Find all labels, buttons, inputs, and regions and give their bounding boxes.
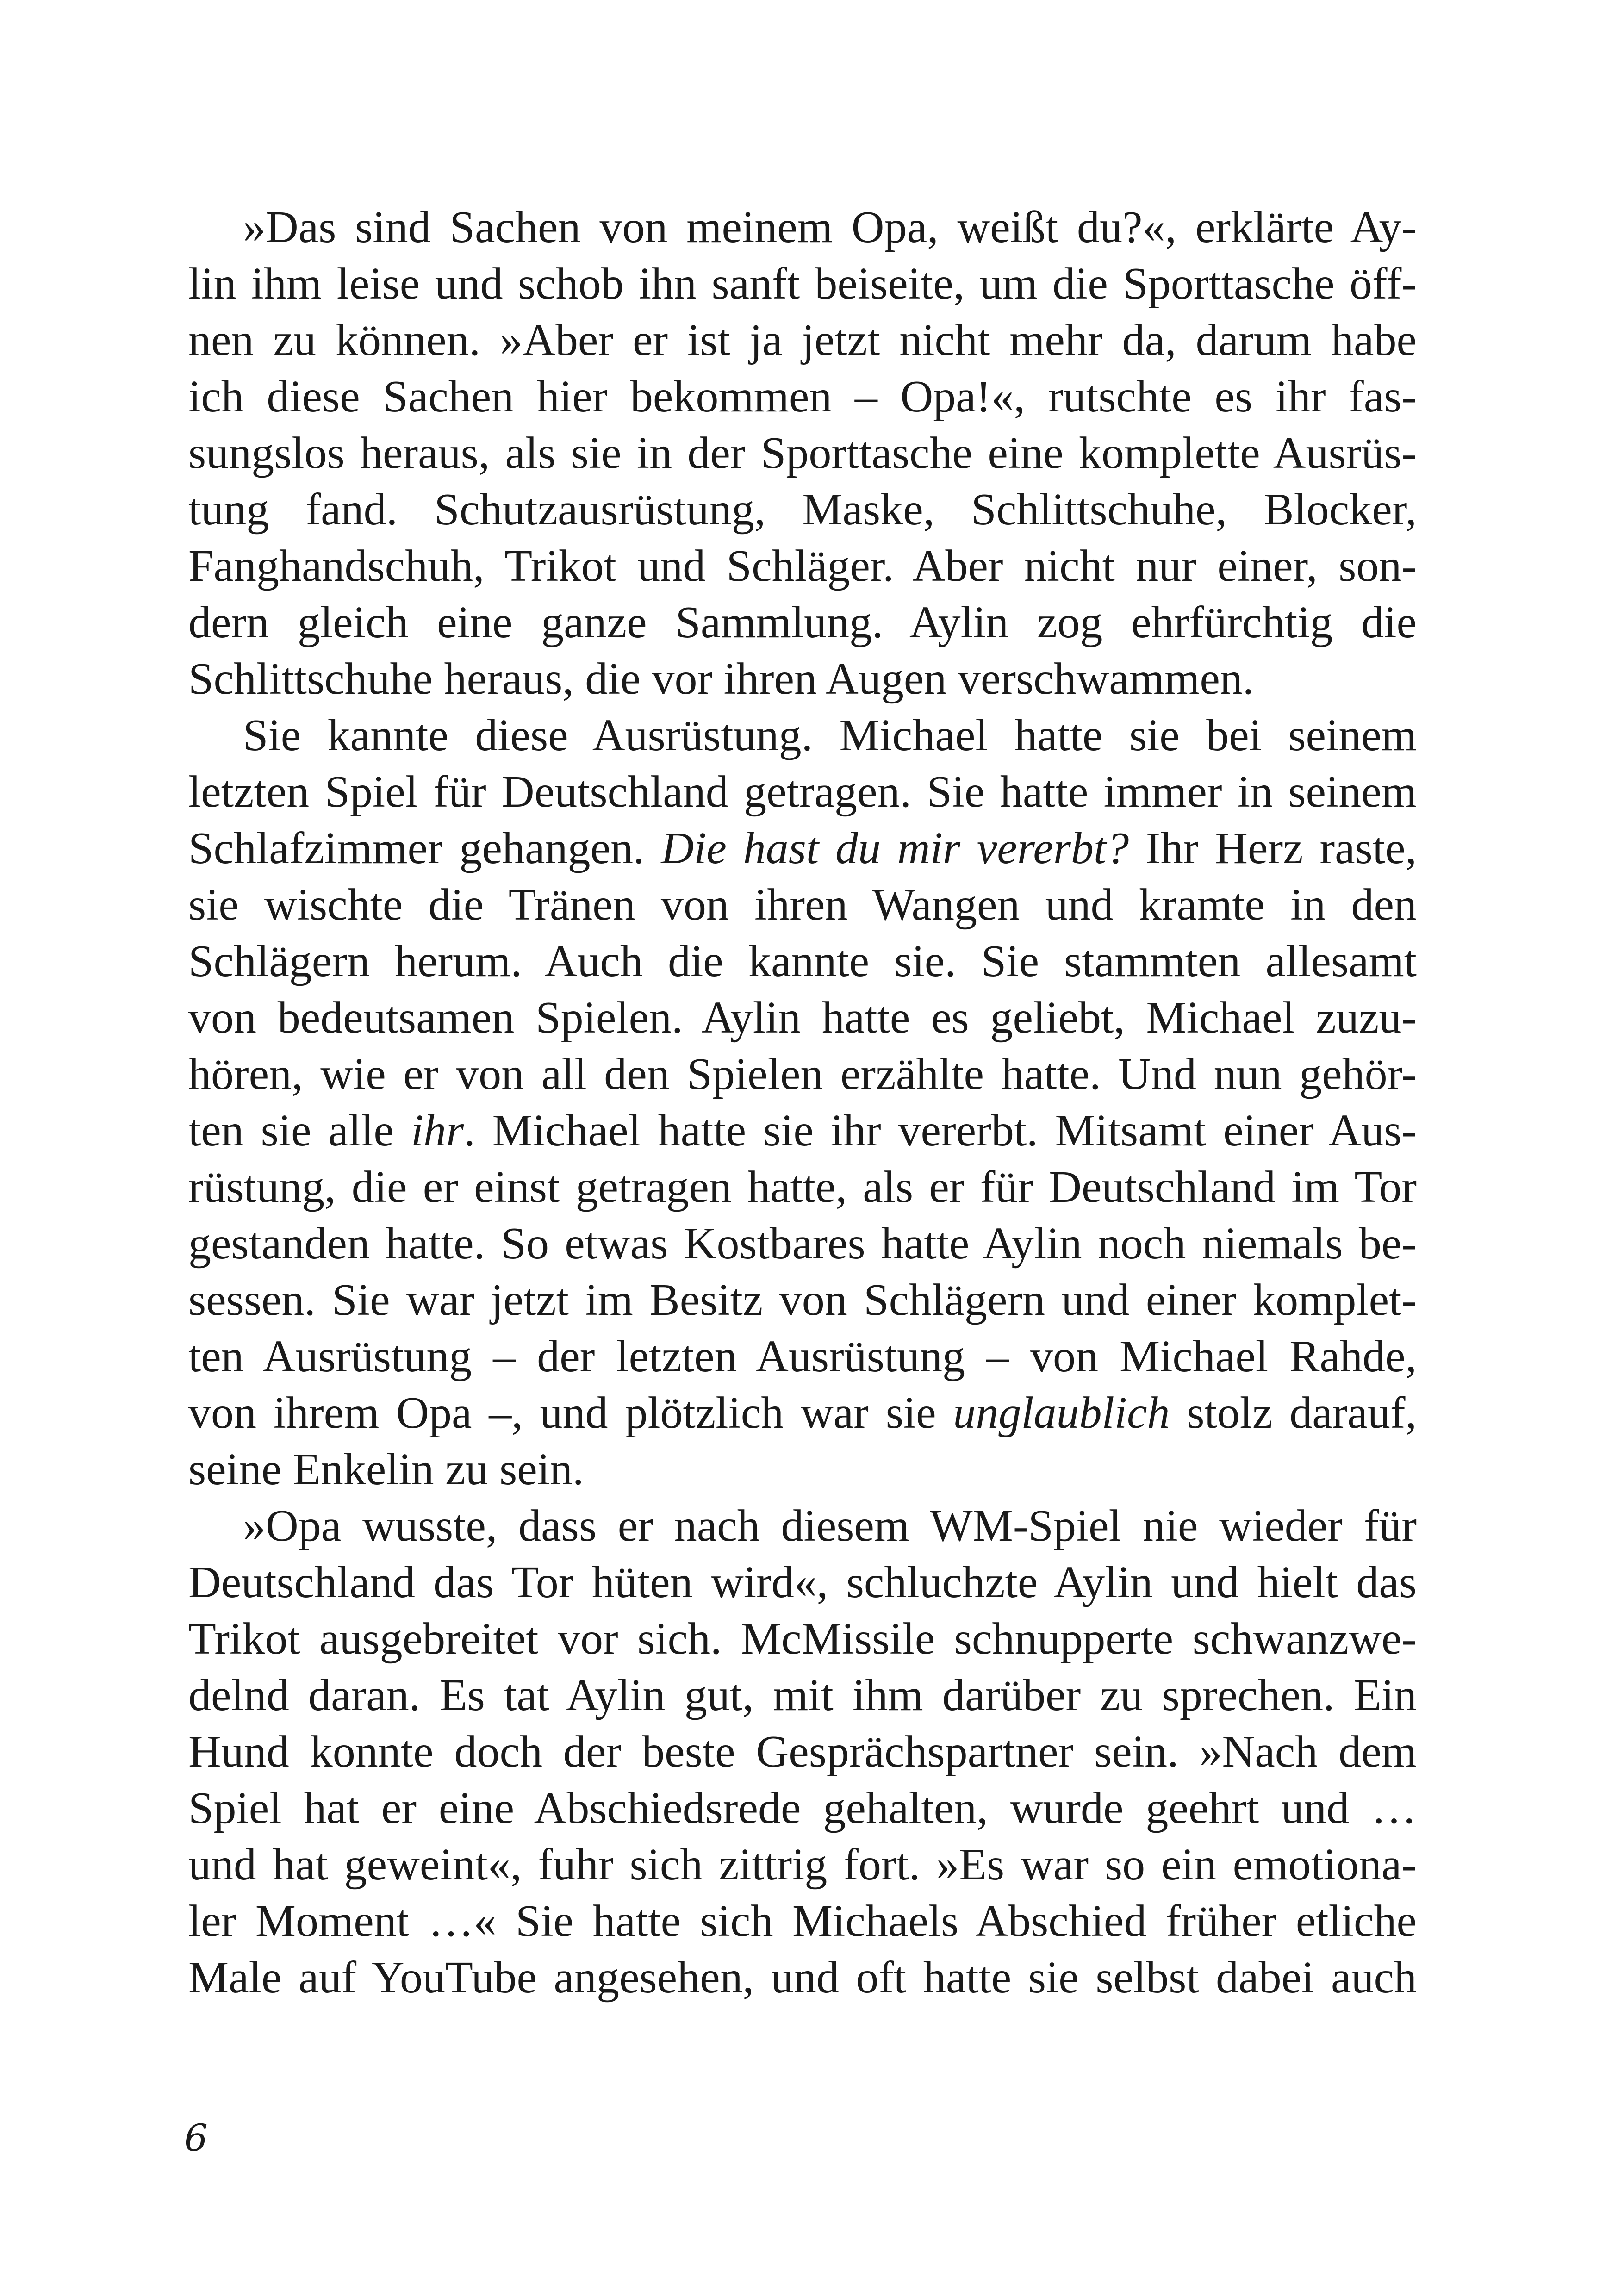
text-run: Schlägern herum. Auch die kannte sie. Sie stammten allesamt [188, 936, 1417, 986]
text-run: Hund konnte doch der beste Gesprächspartner sein. »Nach dem [188, 1727, 1417, 1777]
text-run: dern gleich eine ganze Sammlung. Aylin zog ehrfürchtig die [188, 597, 1417, 647]
text-line [188, 1328, 1417, 1385]
text-run: und hat geweint«, fuhr sich zittrig fort. »Es war so ein emotiona- [188, 1840, 1417, 1890]
paragraph [188, 199, 1417, 707]
text-line [188, 425, 1417, 481]
text-line [188, 1102, 1417, 1159]
text-line [188, 312, 1417, 368]
text-run: Male auf YouTube angesehen, und oft hatte sie selbst dabei auch [188, 1953, 1417, 2003]
text-run: Deutschland das Tor hüten wird«, schluchzte Aylin und hielt das [188, 1557, 1417, 1607]
text-line [188, 594, 1417, 651]
text-line [188, 1554, 1417, 1611]
text-run: Ihr Herz raste, [1129, 823, 1417, 873]
text-line [188, 255, 1417, 312]
text-line [188, 1385, 1417, 1441]
text-line [188, 1780, 1417, 1836]
text-run: lin ihm leise und schob ihn sanft beiseite, um die Sporttasche öff- [188, 259, 1417, 309]
text-run: Schlittschuhe heraus, die vor ihren Augen verschwammen. [188, 654, 1254, 704]
text-run: Sie kannte diese Ausrüstung. Michael hatte sie bei seinem [243, 710, 1417, 760]
text-line [188, 651, 1417, 707]
text-line [188, 538, 1417, 594]
text-run: delnd daran. Es tat Aylin gut, mit ihm darüber zu sprechen. Ein [188, 1670, 1417, 1720]
text-run: Schlafzimmer gehangen. [188, 823, 661, 873]
text-line [188, 989, 1417, 1046]
text-line [188, 1498, 1417, 1554]
text-run: ten Ausrüstung – der letzten Ausrüstung – von Michael Rahde, [188, 1332, 1417, 1381]
page-number: 6 [184, 2116, 208, 2159]
text-run: von bedeutsamen Spielen. Aylin hatte es geliebt, Michael zuzu- [188, 993, 1417, 1043]
text-line [188, 199, 1417, 255]
text-line [188, 368, 1417, 425]
paragraph [188, 707, 1417, 1498]
text-run: sungslos heraus, als sie in der Sporttasche eine komplette Ausrüs- [188, 428, 1417, 478]
text-run: ten sie alle [188, 1106, 411, 1156]
text-run: »Das sind Sachen von meinem Opa, weißt du?«, erklärte Ay- [243, 202, 1417, 252]
italic-text: unglaublich [953, 1388, 1170, 1438]
text-run: hören, wie er von all den Spielen erzählte hatte. Und nun gehör- [188, 1049, 1417, 1099]
text-run: Fanghandschuh, Trikot und Schläger. Aber nicht nur einer, son- [188, 541, 1417, 591]
text-run: rüstung, die er einst getragen hatte, als er für Deutschland im Tor [188, 1162, 1417, 1212]
paragraph [188, 1498, 1417, 2006]
text-run: seine Enkelin zu sein. [188, 1444, 584, 1494]
text-run: von ihrem Opa –, und plötzlich war sie [188, 1388, 953, 1438]
text-run: ich diese Sachen hier bekommen – Opa!«, rutschte es ihr fas- [188, 372, 1417, 422]
body-text [188, 199, 1417, 2006]
text-line [188, 1836, 1417, 1893]
text-line [188, 1215, 1417, 1272]
text-line [188, 933, 1417, 989]
text-run: gestanden hatte. So etwas Kostbares hatte Aylin noch niemals be- [188, 1219, 1417, 1269]
text-line [188, 1159, 1417, 1215]
text-run: Spiel hat er eine Abschiedsrede gehalten, wurde geehrt und … [188, 1783, 1417, 1833]
text-line [188, 1046, 1417, 1102]
text-line [188, 1667, 1417, 1724]
italic-text: ihr [411, 1106, 464, 1156]
text-run: stolz darauf, [1170, 1388, 1417, 1438]
text-line [188, 820, 1417, 877]
text-run: nen zu können. »Aber er ist ja jetzt nicht mehr da, darum habe [188, 315, 1417, 365]
text-run: Trikot ausgebreitet vor sich. McMissile schnupperte schwanzwe- [188, 1614, 1417, 1664]
text-line [188, 764, 1417, 820]
italic-text: Die hast du mir vererbt? [661, 823, 1129, 873]
text-line [188, 707, 1417, 764]
text-run: »Opa wusste, dass er nach diesem WM-Spiel nie wieder für [243, 1501, 1417, 1551]
text-run: letzten Spiel für Deutschland getragen. Sie hatte immer in seinem [188, 767, 1417, 817]
text-run: . Michael hatte sie ihr vererbt. Mitsamt einer Aus- [464, 1106, 1417, 1156]
text-run: tung fand. Schutzausrüstung, Maske, Schlittschuhe, Blocker, [188, 485, 1417, 535]
text-run: sessen. Sie war jetzt im Besitz von Schlägern und einer komplet- [188, 1275, 1417, 1325]
text-line [188, 1724, 1417, 1780]
text-run: ler Moment …« Sie hatte sich Michaels Abschied früher etliche [188, 1896, 1417, 1946]
text-line [188, 1611, 1417, 1667]
text-line [188, 481, 1417, 538]
text-line [188, 1949, 1417, 2006]
text-run: sie wischte die Tränen von ihren Wangen und kramte in den [188, 880, 1417, 930]
text-line [188, 1272, 1417, 1328]
text-line [188, 877, 1417, 933]
text-line [188, 1893, 1417, 1949]
text-line [188, 1441, 1417, 1498]
